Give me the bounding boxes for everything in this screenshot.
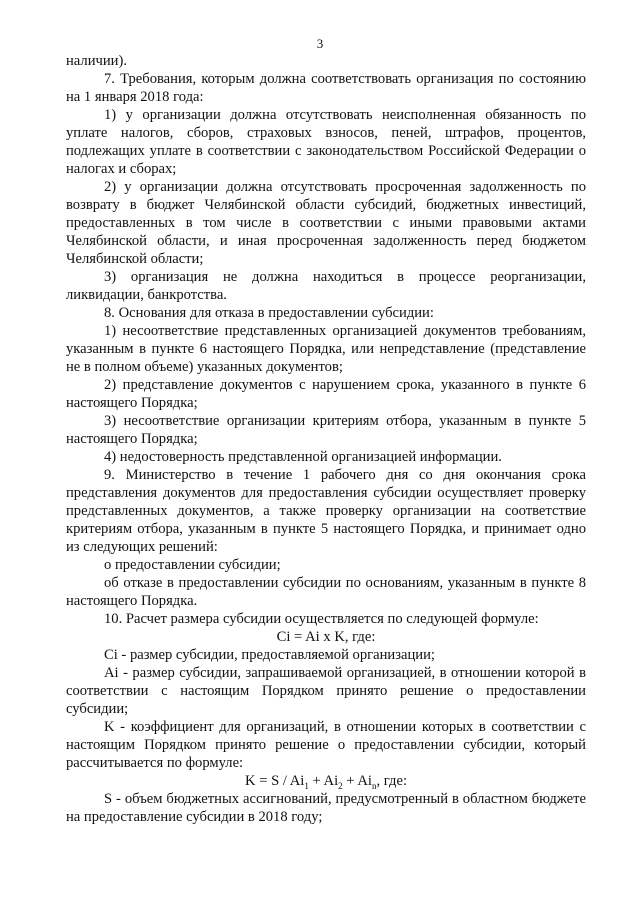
page-number: 3 (316, 36, 324, 51)
paragraph: 2) у организации должна отсутствовать просроченная задолженность по возврату в бюджет Челябинской области субсидий, бюджетных инвестиций, предоставленных в том числе в соответствии с иными правовыми актами Челябинской области, и иная просроченная задолженность перед бюджетом Челябинской области; (66, 179, 586, 267)
paragraph: 4) недостоверность представленной организацией информации. (104, 449, 502, 465)
paragraph: 9. Министерство в течение 1 рабочего дня со дня окончания срока представления документов для предоставления субсидии осуществляет проверку представленных документов, а также проверку организации на соответствие критериям отбора, указанным в пункте 5 настоящего Порядка, и принимает одно из следующих решений: (66, 467, 586, 555)
paragraph: 1) у организации должна отсутствовать неисполненная обязанность по уплате налогов, сборов, страховых взносов, пеней, штрафов, процентов, подлежащих уплате в соответствии с законодательством Российской Федерации о налогах и сборах; (66, 107, 586, 177)
paragraph: 7. Требования, которым должна соответствовать организация по состоянию на 1 января 2018 года: (66, 71, 586, 105)
paragraph: 3) несоответствие организации критериям отбора, указанным в пункте 5 настоящего Порядка; (66, 413, 586, 447)
formula-k: $K = S / Ai_1 + Ai_2 + Ai_n$, где: (245, 773, 407, 791)
paragraph: 1) несоответствие представленных организацией документов требованиям, указанным в пункте 6 настоящего Порядка, или непредставление (представление не в полном объеме) указанных документов; (66, 323, 586, 375)
paragraph: 10. Расчет размера субсидии осуществляется по следующей формуле: (104, 611, 539, 627)
paragraph-s-definition: S - объем бюджетных ассигнований, предусмотренный в областном бюджете на предоставление субсидии в 2018 году; (66, 791, 586, 825)
paragraph: 8. Основания для отказа в предоставлении субсидии: (104, 305, 434, 321)
paragraph: об отказе в предоставлении субсидии по основаниям, указанным в пункте 8 настоящего Порядка. (66, 575, 586, 609)
paragraph: 3) организация не должна находиться в процессе реорганизации, ликвидации, банкротства. (66, 269, 586, 303)
paragraph: наличии). (66, 53, 127, 69)
paragraph: о предоставлении субсидии; (104, 557, 281, 573)
paragraph: 2) представление документов с нарушением срока, указанного в пункте 6 настоящего Порядка; (66, 377, 586, 411)
paragraph: Ci = Ai x K, где: (276, 629, 376, 645)
paragraph: K - коэффициент для организаций, в отношении которых в соответствии с настоящим Порядком принято решение о предоставлении субсидии, который рассчитывается по формуле: (66, 719, 586, 771)
document-body (66, 52, 586, 826)
paragraph: Ai - размер субсидии, запрашиваемой организацией, в отношении которой в соответствии с настоящим Порядком принято решение о предоставлении субсидии; (66, 665, 586, 717)
paragraph-list (66, 52, 586, 772)
paragraph: Ci - размер субсидии, предоставляемой организации; (104, 647, 435, 663)
